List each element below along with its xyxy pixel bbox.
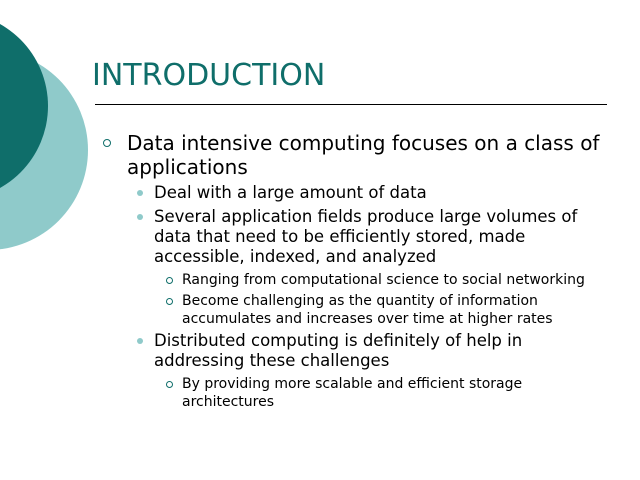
sub-sub-bullet-item — [154, 271, 600, 289]
sub-bullet-list — [127, 183, 600, 411]
bullet-text: Data intensive computing focuses on a class of applications — [127, 131, 600, 179]
hollow-circle-bullet-icon — [166, 298, 173, 305]
sublist-container — [127, 375, 600, 411]
sub-bullet-text: Deal with a large amount of data — [154, 183, 427, 202]
sub-sub-bullet-item — [154, 375, 600, 411]
dot-bullet-icon — [137, 214, 143, 220]
sub-bullet-item — [127, 331, 600, 371]
sub-bullet-text: Several application fields produce large volumes of data that need to be efficiently stored, made accessible, indexed, and analyzed — [154, 207, 578, 266]
dot-bullet-icon — [137, 190, 143, 196]
sub-sub-bullet-list — [154, 375, 600, 411]
sub-sub-bullet-list — [154, 271, 600, 328]
hollow-circle-bullet-icon — [103, 139, 111, 147]
hollow-circle-bullet-icon — [166, 277, 173, 284]
sub-sub-bullet-text: Become challenging as the quantity of information accumulates and increases over time at higher rates — [182, 293, 553, 327]
bullet-item — [100, 131, 600, 179]
bullet-list — [100, 131, 600, 414]
sub-sub-bullet-item — [154, 292, 600, 328]
sublist-container — [100, 183, 600, 411]
sublist-container — [127, 271, 600, 328]
title-divider — [95, 104, 607, 105]
slide-title: INTRODUCTION — [92, 58, 326, 93]
hollow-circle-bullet-icon — [166, 381, 173, 388]
sub-sub-bullet-text: Ranging from computational science to social networking — [182, 272, 585, 288]
sub-bullet-text: Distributed computing is definitely of help in addressing these challenges — [154, 331, 523, 370]
sub-sub-bullet-text: By providing more scalable and efficient storage architectures — [182, 376, 523, 410]
dot-bullet-icon — [137, 338, 143, 344]
sub-bullet-item — [127, 207, 600, 267]
sub-bullet-item — [127, 183, 600, 203]
